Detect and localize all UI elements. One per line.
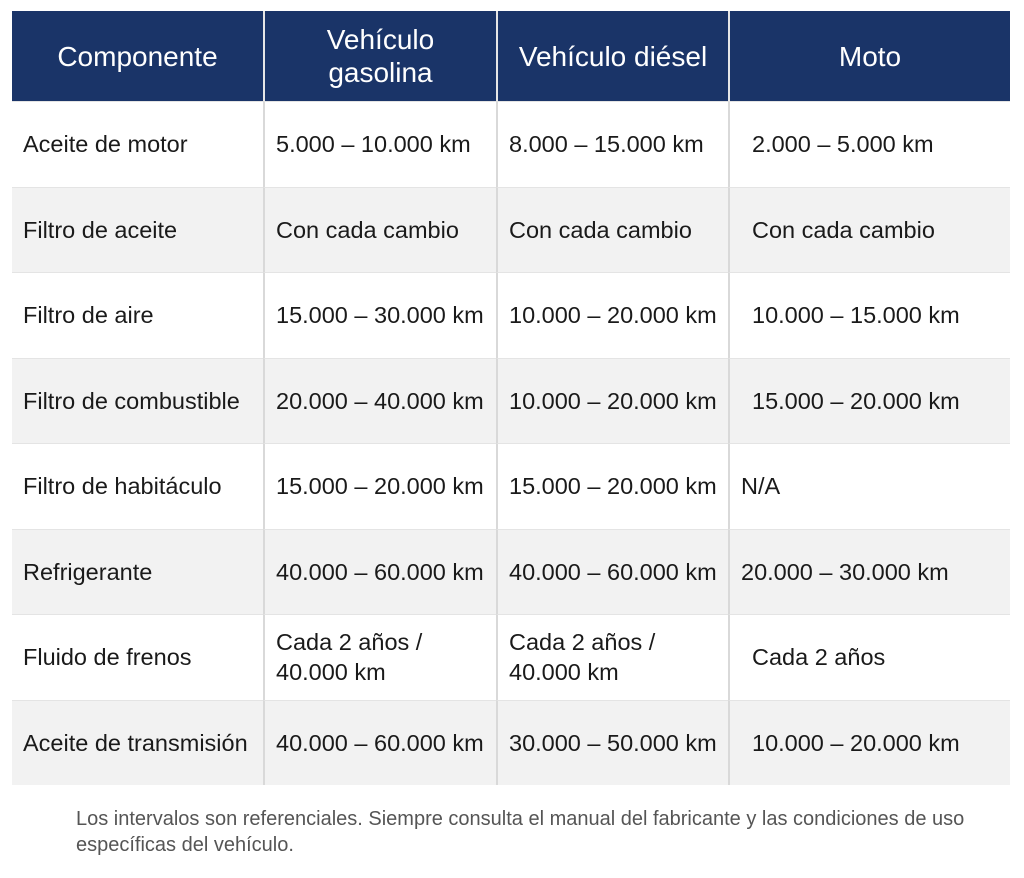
row-aceite-de-motor-diesel: 8.000 – 15.000 km: [496, 101, 728, 187]
row-filtro-de-aceite-componente: Filtro de aceite: [12, 187, 263, 273]
row-aceite-de-transmision-componente: Aceite de transmisión: [12, 700, 263, 786]
row-fluido-de-frenos-componente: Fluido de frenos: [12, 614, 263, 700]
row-filtro-de-aire-componente: Filtro de aire: [12, 272, 263, 358]
row-filtro-de-combustible-diesel: 10.000 – 20.000 km: [496, 358, 728, 444]
row-aceite-de-motor-gasolina: 5.000 – 10.000 km: [263, 101, 496, 187]
header-moto: Moto: [728, 11, 1010, 101]
row-aceite-de-motor-moto: 2.000 – 5.000 km: [728, 101, 1010, 187]
row-filtro-de-combustible-moto: 15.000 – 20.000 km: [728, 358, 1010, 444]
row-filtro-de-aceite-gasolina: Con cada cambio: [263, 187, 496, 273]
row-fluido-de-frenos-gasolina: Cada 2 años / 40.000 km: [263, 614, 496, 700]
row-aceite-de-motor-componente: Aceite de motor: [12, 101, 263, 187]
row-aceite-de-transmision-moto: 10.000 – 20.000 km: [728, 700, 1010, 786]
header-vehiculo-gasolina: Vehículo gasolina: [263, 11, 496, 101]
table-grid: [12, 11, 1010, 785]
row-fluido-de-frenos-moto: Cada 2 años: [728, 614, 1010, 700]
header-componente: Componente: [12, 11, 263, 101]
row-filtro-de-habitaculo-gasolina: 15.000 – 20.000 km: [263, 443, 496, 529]
row-aceite-de-transmision-gasolina: 40.000 – 60.000 km: [263, 700, 496, 786]
row-refrigerante-moto: 20.000 – 30.000 km: [728, 529, 1010, 615]
row-refrigerante-componente: Refrigerante: [12, 529, 263, 615]
row-refrigerante-diesel: 40.000 – 60.000 km: [496, 529, 728, 615]
row-aceite-de-transmision-diesel: 30.000 – 50.000 km: [496, 700, 728, 786]
row-filtro-de-aceite-moto: Con cada cambio: [728, 187, 1010, 273]
row-filtro-de-habitaculo-componente: Filtro de habitáculo: [12, 443, 263, 529]
row-filtro-de-habitaculo-moto: N/A: [728, 443, 1010, 529]
row-filtro-de-habitaculo-diesel: 15.000 – 20.000 km: [496, 443, 728, 529]
row-filtro-de-aire-gasolina: 15.000 – 30.000 km: [263, 272, 496, 358]
row-fluido-de-frenos-diesel: Cada 2 años / 40.000 km: [496, 614, 728, 700]
header-vehiculo-diesel: Vehículo diésel: [496, 11, 728, 101]
row-refrigerante-gasolina: 40.000 – 60.000 km: [263, 529, 496, 615]
maintenance-table: [12, 11, 1010, 787]
row-filtro-de-combustible-componente: Filtro de combustible: [12, 358, 263, 444]
row-filtro-de-aceite-diesel: Con cada cambio: [496, 187, 728, 273]
row-filtro-de-aire-moto: 10.000 – 15.000 km: [728, 272, 1010, 358]
row-filtro-de-combustible-gasolina: 20.000 – 40.000 km: [263, 358, 496, 444]
row-filtro-de-aire-diesel: 10.000 – 20.000 km: [496, 272, 728, 358]
footnote: Los intervalos son referenciales. Siempre consulta el manual del fabricante y las condiciones de uso específicas del vehículo.: [76, 808, 965, 856]
